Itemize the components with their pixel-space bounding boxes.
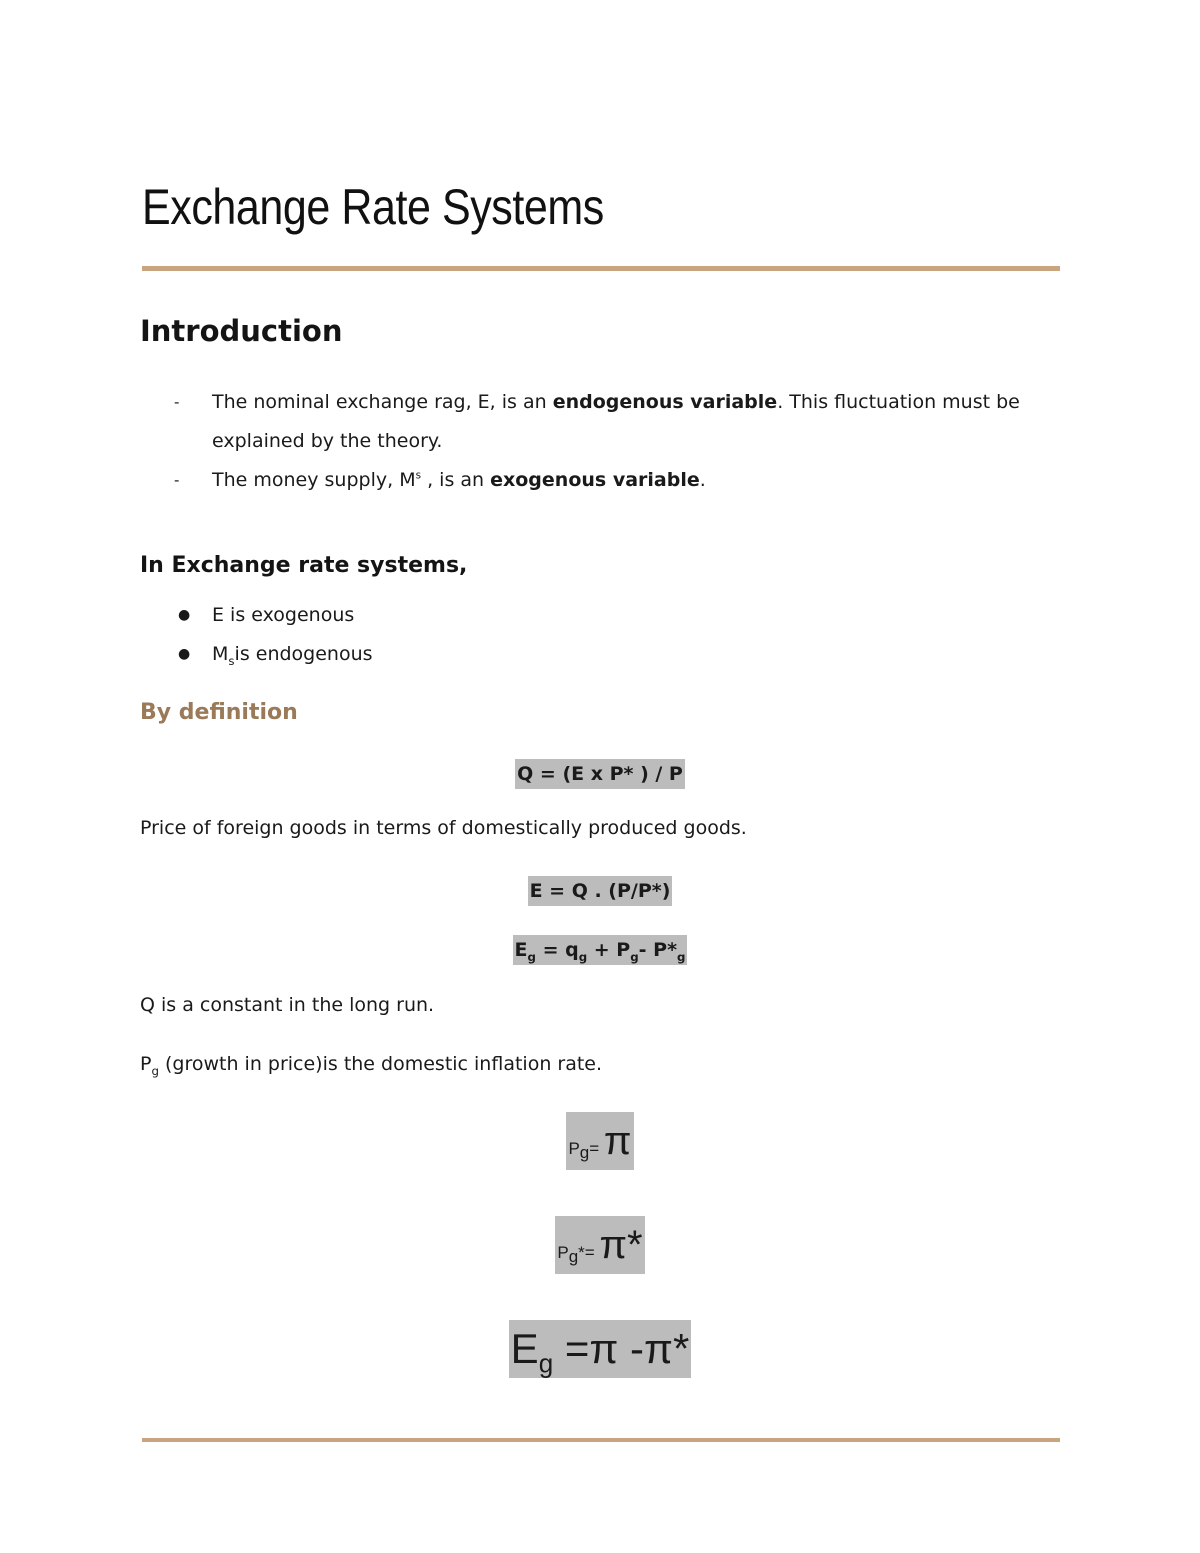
equation-eg-growth: $E_g = q_g + P_g-$ $P*_g$ xyxy=(0,935,1200,965)
list-item: ● E is exogenous xyxy=(170,596,373,635)
page-title: Exchange Rate Systems xyxy=(142,179,604,235)
bullet-icon: ● xyxy=(178,607,191,623)
bottom-divider xyxy=(142,1438,1060,1442)
equation-eg-pi-difference: $E_g =\pi$ -π* xyxy=(0,1320,1200,1378)
list-item: - The money supply, $M^s$ , is an exogenous variable. xyxy=(170,461,1070,500)
list-item: - The nominal exchange rag, E, is an endogenous variable. This fluctuation must be explained by the theory. xyxy=(170,383,1070,461)
paragraph-pg-inflation: $P_g$ (growth in price)is the domestic inflation rate. xyxy=(140,1053,603,1078)
equation-pg-star-pi-star: $P_g*= \pi*$ xyxy=(0,1216,1200,1274)
list-item: ● $M_sis$ endogenous xyxy=(170,635,373,674)
dash-marker: - xyxy=(174,471,180,489)
equation-pg-pi: $P_g= \pi$ xyxy=(0,1112,1200,1170)
dash-marker: - xyxy=(174,393,180,411)
intro-list xyxy=(170,383,1070,500)
equation-q: Q = (E x P* ) / P xyxy=(0,759,1200,789)
paragraph-price-foreign-goods: Price of foreign goods in terms of domestically produced goods. xyxy=(140,817,747,839)
bullet-icon: ● xyxy=(178,646,191,662)
title-divider xyxy=(142,266,1060,271)
equation-e: E = Q . (P/P*) xyxy=(0,876,1200,906)
heading-by-definition: By definition xyxy=(140,700,298,725)
heading-introduction: Introduction xyxy=(140,314,343,348)
paragraph-q-constant: Q is a constant in the long run. xyxy=(140,994,435,1016)
heading-exchange-rate-systems: In Exchange rate systems, xyxy=(140,553,468,578)
systems-list xyxy=(170,596,373,674)
